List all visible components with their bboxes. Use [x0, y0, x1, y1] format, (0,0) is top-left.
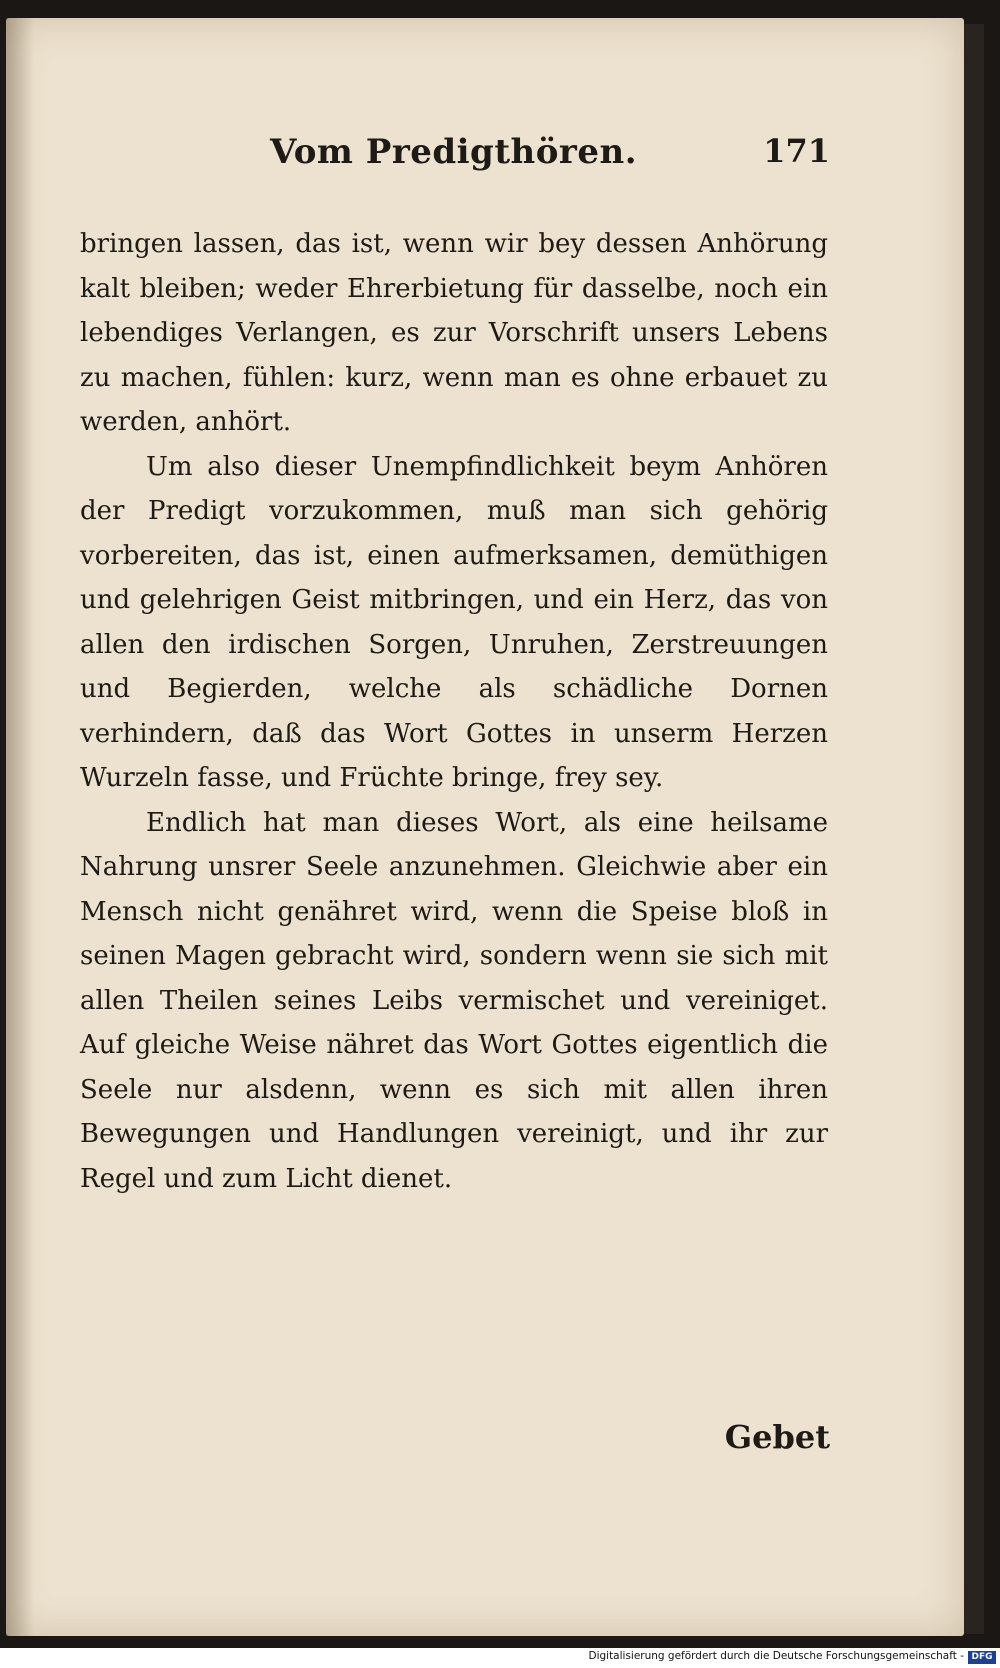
running-head: [270, 132, 830, 182]
body-text: [80, 222, 828, 1201]
book-edge: [964, 24, 984, 1634]
paragraph: Um also dieser Unempfindlichkeit beym Anhören der Predigt vorzukommen, muß man sich gehörig vorbereiten, das ist, einen aufmerksamen, demüthigen und gelehrigen Geist mitbringen, und ein Herz, das von allen den irdischen Sorgen, Unruhen, Zerstreuungen und Begierden, welche als schädliche Dornen verhindern, daß das Wort Gottes in unserm Herzen Wurzeln fasse, und Früchte bringe, frey sey.: [80, 451, 828, 793]
paragraph-continuation: bringen lassen, das ist, wenn wir bey dessen Anhörung kalt bleiben; weder Ehrerbietung für dasselbe, noch ein lebendiges Verlangen, es zur Vorschrift unsers Lebens zu machen, fühlen: kurz, wenn man es ohne erbauet zu werden, anhört.: [80, 229, 828, 437]
digitization-footer: [0, 1648, 1000, 1668]
paragraph: Endlich hat man dieses Wort, als eine heilsame Nahrung unsrer Seele anzunehmen. Gleichwie aber ein Mensch nicht genähret wird, wenn die Speise bloß in seinen Magen gebracht wird, sondern wenn sie sich mit allen Theilen seines Leibs vermischet und vereiniget. Auf gleiche Weise nähret das Wort Gottes eigentlich die Seele nur alsdenn, wenn es sich mit allen ihren Bewegungen und Handlungen vereinigt, und ihr zur Regel und zum Licht dienet.: [80, 807, 828, 1194]
page-number: 171: [763, 132, 830, 170]
catchword: Gebet: [724, 1418, 830, 1456]
running-head-title: Vom Predigthören.: [270, 132, 638, 172]
spine-shadow: [6, 18, 34, 1636]
funding-credit: Digitalisierung gefördert durch die Deutsche Forschungsgemeinschaft -: [588, 1650, 964, 1662]
dfg-logo-icon: DFG: [968, 1651, 996, 1664]
